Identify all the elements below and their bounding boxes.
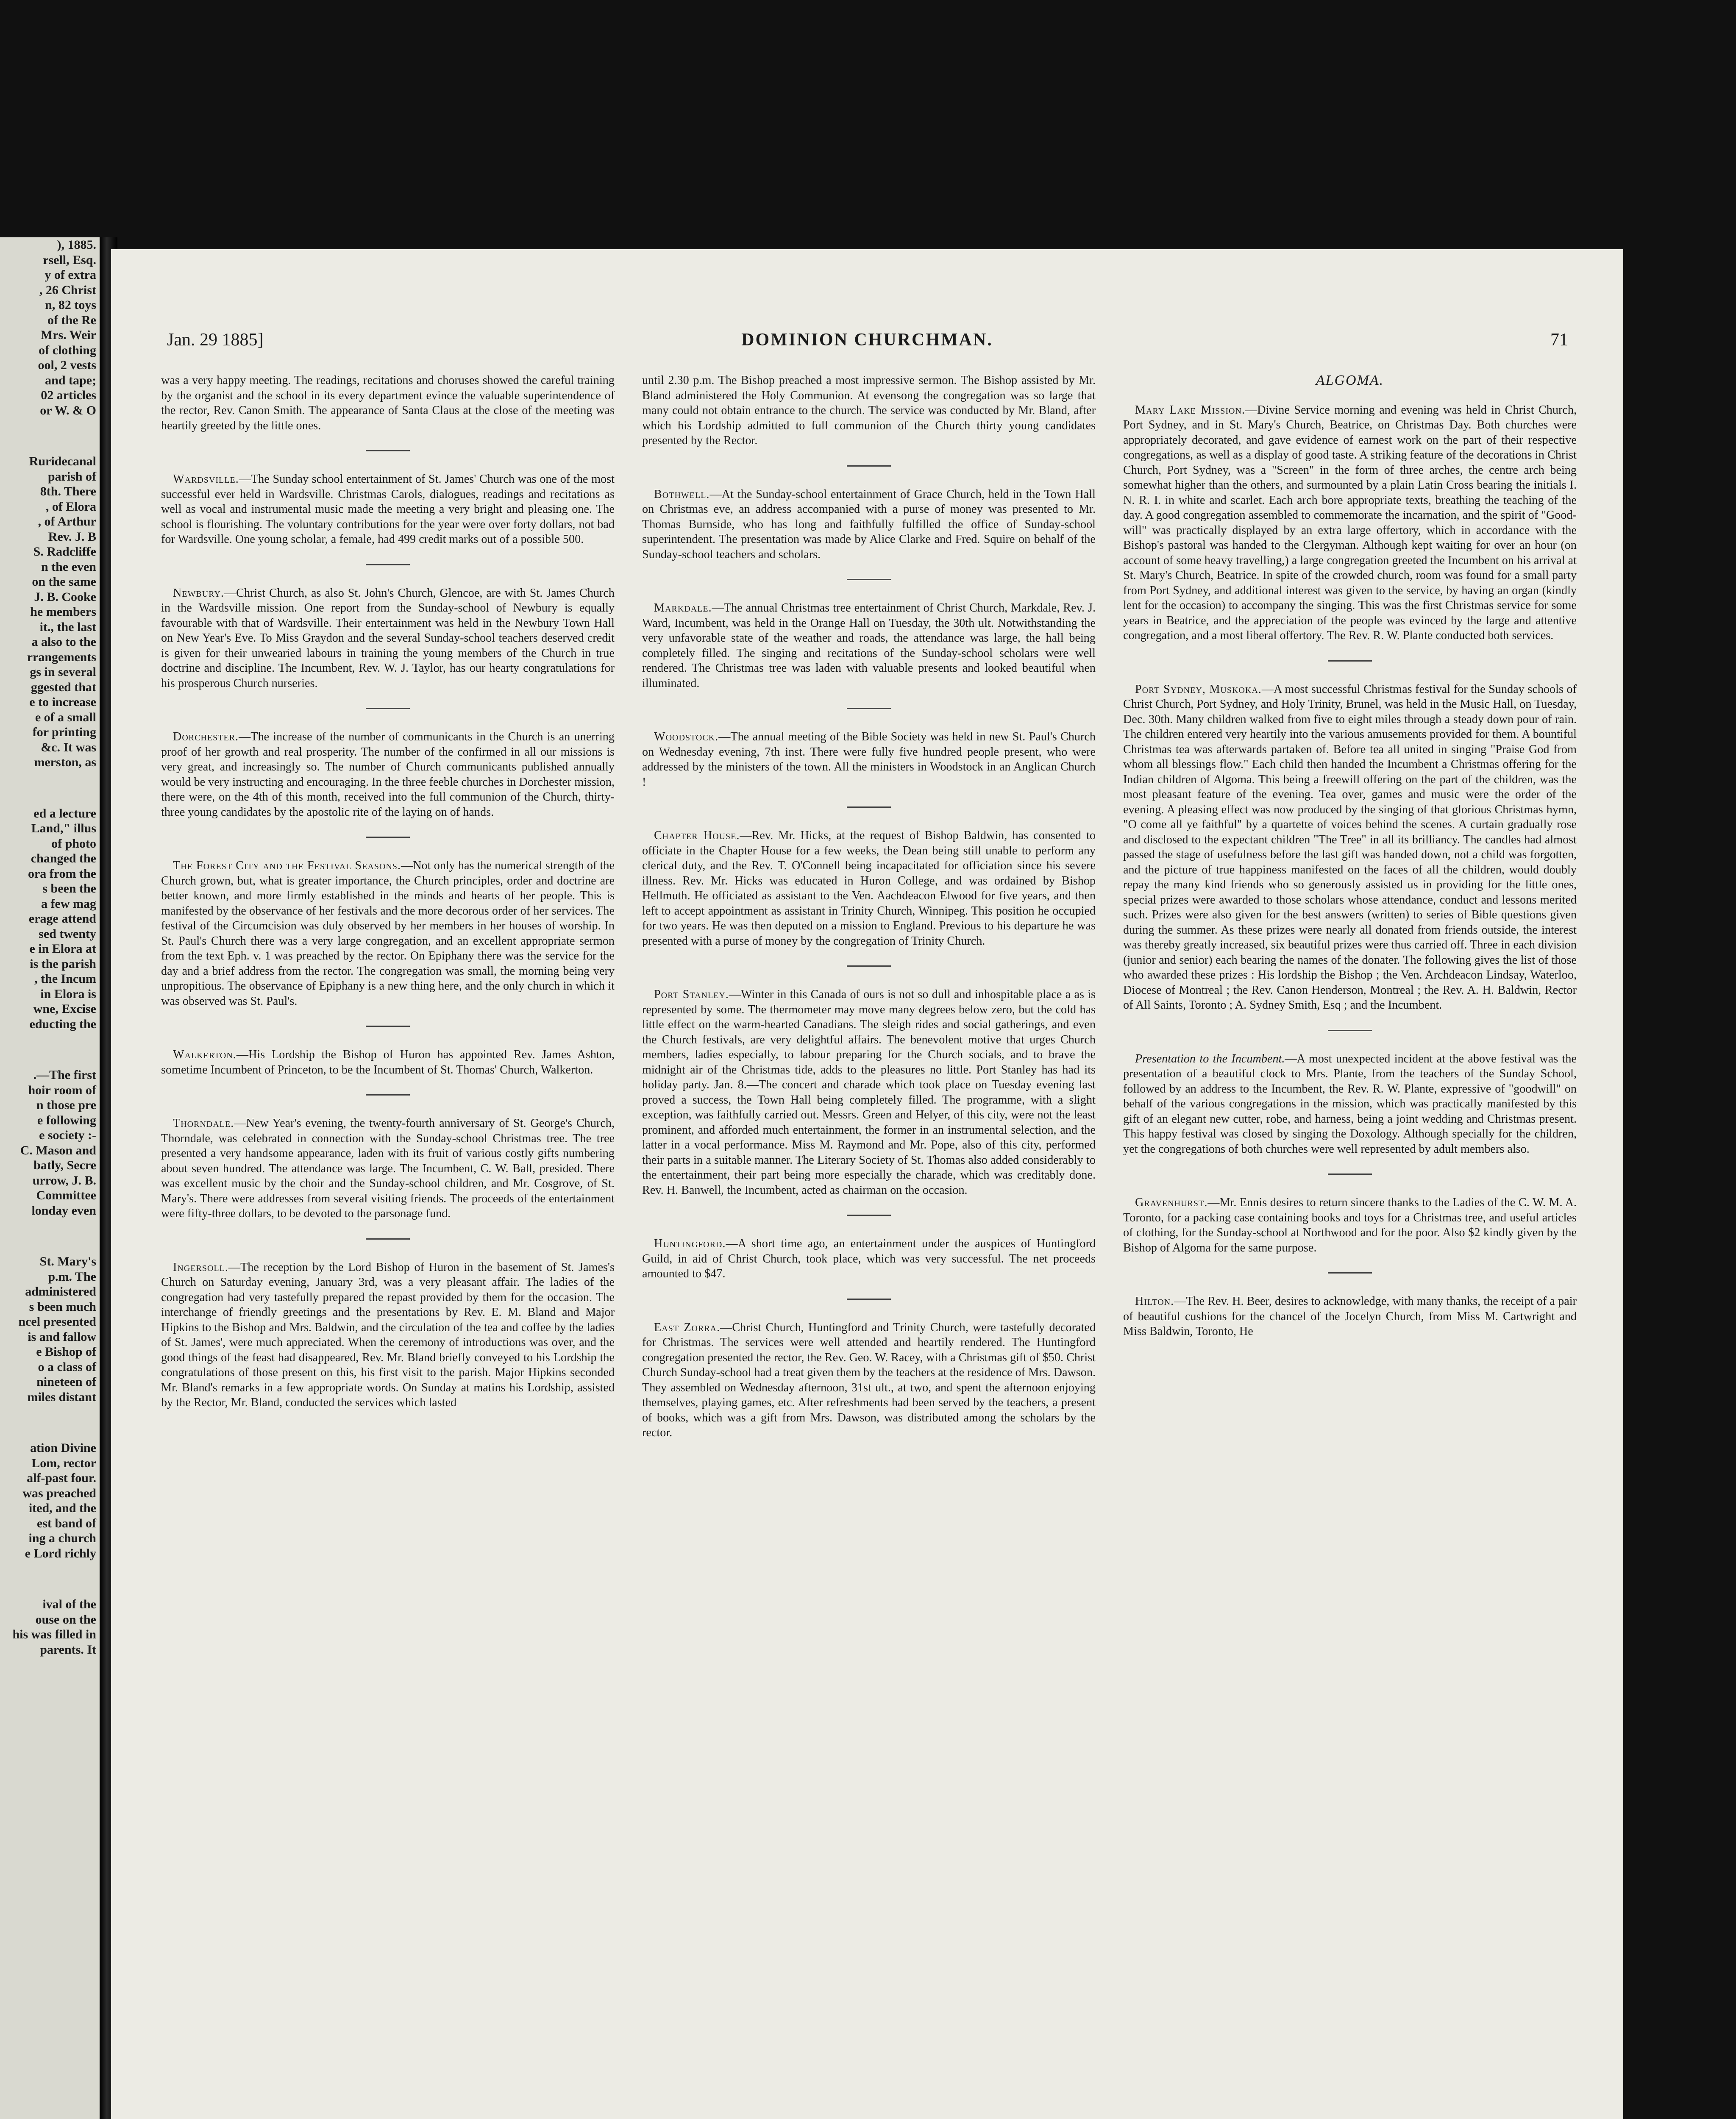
margin-fragment: n, 82 toys: [45, 298, 96, 312]
article-paragraph: [642, 1320, 1096, 1440]
margin-fragment: St. Mary's: [39, 1254, 96, 1268]
margin-fragment: londay even: [31, 1203, 96, 1218]
margin-fragment: nineteen of: [36, 1375, 96, 1389]
article-paragraph: [642, 601, 1096, 691]
article-divider: [847, 965, 891, 967]
article-divider: [847, 465, 891, 467]
article-heading: East Zorra.: [654, 1321, 721, 1334]
column-1: [161, 373, 615, 1427]
article-heading: Dorchester.: [173, 730, 239, 743]
article-divider: [847, 579, 891, 580]
margin-fragment: , of Arthur: [38, 514, 96, 528]
article-heading: Thorndale.: [173, 1117, 234, 1130]
article-divider: [366, 450, 410, 451]
margin-fragment: a few mag: [41, 896, 96, 911]
margin-fragment: parish of: [47, 469, 96, 484]
margin-fragment: merston, as: [34, 755, 96, 769]
article-paragraph: [161, 1116, 615, 1221]
margin-fragment: est band of: [36, 1516, 96, 1530]
margin-fragment: y of extra: [45, 268, 96, 282]
article-paragraph: [161, 858, 615, 1009]
margin-fragment: &c. It was: [41, 740, 96, 754]
margin-fragment: changed the: [31, 851, 96, 865]
margin-fragment: Mrs. Weir: [40, 328, 96, 342]
margin-fragment: ouse on the: [35, 1612, 96, 1627]
article-divider: [366, 1026, 410, 1027]
article-body: —Christ Church, Huntingford and Trinity Church, were tastefully decorated for Christmas. The services were well attended and heartily rendered. The Huntingford congregation presented the rector, the Rev. Geo. W. Racey, with a Christmas gift of $50. Christ Church Sunday-school had a treat given them by the teachers at the residence of Mrs. Dawson. They assembled on Wednesday afternoon, 31st ult., at two, and spent the afternoon enjoying themselves, playing games, etc. After refreshments had been served by the teachers, a present of books, which was a gift from Mrs. Dawson, was distributed among the scholars by the rector.: [642, 1321, 1096, 1439]
margin-fragment: Land," illus: [31, 821, 96, 835]
article-body: —The annual meeting of the Bible Society was held in new St. Paul's Church on Wednesday evening, 7th inst. There were fully five hundred people present, who were addressed by the ministers of the town. All the ministers in Woodstock in an Anglican Church !: [642, 730, 1096, 789]
margin-fragment: p.m. The: [48, 1269, 96, 1284]
margin-fragment: e following: [37, 1113, 96, 1127]
margin-fragment: , the Incum: [34, 972, 96, 986]
article-heading: Markdale.: [654, 601, 712, 615]
article-divider: [366, 708, 410, 709]
article-body: —Not only has the numerical strength of the Church grown, but, what is greater importance, the Church principles, order and doctrine are better known, and more firmly established in the minds and hearts of her people. This is manifested by the observance of her festivals and the more decorous order of her services. The festival of the Circumcision was duly observed by her members in her houses of worship. In St. Paul's Church there was a very large congregation, and an excellent appropriate sermon from the text Eph. v. 1 was preached by the rector. On Epiphany there was the service for the day and a brief address from the rector. The congregation was small, the morning being very unpropitious. The observance of Epiphany is a new thing here, and the only church in which it was observed was St. Paul's.: [161, 859, 615, 1008]
margin-fragment: n those pre: [36, 1098, 96, 1112]
margin-fragment: s been much: [29, 1299, 96, 1314]
publication-title: DOMINION CHURCHMAN.: [741, 330, 993, 350]
article-body: —A most unexpected incident at the above festival was the presentation of a beautiful clock to Mrs. Plante, from the teachers of the Sunday School, followed by an address to the Incumbent, the Rev. R. W. Plante, expressive of "goodwill" on behalf of the various congregations in the mission, which was practically manifested by this gift of an elegant new cutter, robe, and harness, being a joint wedding and Christmas present. This happy festival was closed by singing the Doxology. Although specially for the children, yet the congregations of both churches were well represented by adult members also.: [1123, 1052, 1577, 1156]
margin-fragment: e of a small: [35, 710, 96, 724]
margin-fragment: e in Elora at: [29, 942, 96, 956]
margin-fragment: , 26 Christ: [39, 283, 96, 297]
margin-fragment: for printing: [32, 725, 96, 739]
article-body: —A short time ago, an entertainment under the auspices of Huntingford Guild, in aid of Christ Church, took place, which was very successful. The net proceeds amounted to $47.: [642, 1237, 1096, 1280]
column-3: [1123, 373, 1577, 1356]
margin-fragment: alf-past four.: [27, 1471, 96, 1485]
margin-fragment: batly, Secre: [33, 1158, 96, 1172]
article-heading: Huntingford.: [654, 1237, 726, 1250]
margin-fragment: C. Mason and: [20, 1143, 96, 1157]
margin-fragment: S. Radcliffe: [33, 545, 96, 559]
margin-fragment: ool, 2 vests: [38, 358, 96, 372]
article-body: —The Rev. H. Beer, desires to acknowledge, with many thanks, the receipt of a pair of beautiful cushions for the chancel of the Jocelyn Church, from Miss M. Cartwright and Miss Baldwin, Toronto, He: [1123, 1295, 1577, 1338]
article-paragraph: [642, 729, 1096, 790]
margin-fragment: o a class of: [38, 1360, 96, 1374]
margin-fragment: parents. It: [40, 1642, 96, 1657]
margin-fragment: a also to the: [31, 635, 96, 649]
article-heading: Walkerton.: [173, 1048, 236, 1061]
margin-fragment: ing a church: [28, 1531, 96, 1545]
article-body: —Mr. Ennis desires to return sincere thanks to the Ladies of the C. W. M. A. Toronto, for a packing case containing books and toys for a Christmas tree, and useful articles of clothing, for the Sunday-school at Northwood and for the poor. Also $2 kindly given by the Bishop of Algoma for the same purpose.: [1123, 1196, 1577, 1254]
article-body: —Divine Service morning and evening was held in Christ Church, Port Sydney, and in St. Mary's Church, Beatrice, on Christmas Day. Both churches were appropriately decorated, and gave evidence of earnest work on the part of their respective congregations, as well as a display of good taste. A striking feature of the decorations in Christ Church, Port Sydney, was a "Screen" in the form of three arches, the centre arch being somewhat higher than the others, and surmounted by a plain Latin Cross bearing the initials I. N. R. I. in white and scarlet. Each arch bore appropriate texts, breathing the teaching of the day. A good congregation assembled to commemorate the incarnation, and the spirit of "Good-will" was practically displayed by an extra large offertory, which in accordance with the Bishop's pastoral was handed to the Clergyman. Although kept waiting for over an hour (on account of some heavy travelling,) a large congregation greeted the Incumbent on his arrival at St. Mary's Church, Beatrice. In spite of the crowded church, room was found for a small party from Port Sydney, and additional interest was given to the service, by having an organ (kindly lent for the occasion) to accompany the singing. This was the first Christmas service for some years in Beatrice, and the appreciation of the people was evinced by the large and attentive congregation, and a most liberal offertory. The Rev. R. W. Plante conducted both services.: [1123, 403, 1577, 642]
article-body: —The annual Christmas tree entertainment of Christ Church, Markdale, Rev. J. Ward, Incumbent, was held in the Orange Hall on Tuesday, the 30th ult. Notwithstanding the very unfavorable state of the weather and roads, the attendance was large, the hall being completely filled. The singing and recitations of the Sunday-school scholars were well rendered. The Christmas tree was laden with valuable presents and looked beautiful when illuminated.: [642, 601, 1096, 690]
page-number: 71: [1550, 330, 1568, 350]
article-paragraph: [1123, 403, 1577, 643]
margin-fragment: of clothing: [39, 343, 96, 357]
margin-fragment: is and fallow: [28, 1329, 96, 1344]
article-body: —New Year's evening, the twenty-fourth anniversary of St. George's Church, Thorndale, was celebrated in connection with the Sunday-school Christmas tree. The tree presented a very handsome appearance, laden with its fruit of various costly gifts numbering about seven hundred. The attendance was large. The Incumbent, C. W. Ball, presided. There was excellent music by the choir and the Sunday-school children, and Mr. Cosgrove, of St. Mary's. There were addresses from several visiting friends. The proceeds of the entertainment were fifty-three dollars, to be devoted to the parsonage fund.: [161, 1117, 615, 1220]
article-paragraph: [1123, 1051, 1577, 1157]
article-paragraph: [161, 1047, 615, 1077]
article-heading: Gravenhurst.: [1135, 1196, 1208, 1209]
margin-fragment: e society :-: [39, 1128, 96, 1142]
article-body: was a very happy meeting. The readings, recitations and choruses showed the careful training by the organist and the school in its every department evince the valuable superintendence of the rector, Rev. Canon Smith. The appearance of Santa Claus at the close of the meeting was heartily greeted by the little ones.: [161, 374, 615, 432]
margin-fragment: and tape;: [45, 373, 96, 387]
article-body: —His Lordship the Bishop of Huron has appointed Rev. James Ashton, sometime Incumbent of Princeton, to be the Incumbent of St. Thomas' Church, Walkerton.: [161, 1048, 615, 1076]
article-body: —A most successful Christmas festival for the Sunday schools of Christ Church, Port Sydney, and Holy Trinity, Brunel, was held in the Music Hall, on Tuesday, Dec. 30th. Many children walked from five to eight miles through a steady down pour of rain. The children entered very heartily into the various amusements provided for them. A bountiful Christmas tea was afterwards partaken of. Before tea all united in singing "Praise God from whom all blessings flow." Each child then handed the Incumbent a Christmas offering for the Indian children of Algoma. This being a freewill offering on the part of the children, was the most pleasant feature of the evening. Tea over, games and music were the order of the evening. A pleasing effect was now produced by the singing of that glorious Christmas hymn, "O come all ye faithful" by a quartette of voices behind the scenes. A curtain gradually rose and disclosed to the expectant children "The Tree" in all its brilliancy. The candles had almost passed the stage of usefulness before the last gift was handed down, not a child was forgotten, and the picture of true happiness manifested on the faces of all the children, would doubly repay the many kind friends who so generously assisted us in providing for the little ones, special prizes were awarded to those scholars whose attendance, conduct and lessons merited such. Prizes were also given for the best answers (written) to series of Bible questions given during the summer. As these prizes were nearly all donated from friends outside, the interest was thereby greatly increased, six beautiful prizes were thus carried off. Three in each division (junior and senior) each bearing the names of the donater. The following gives the list of those who awarded these prizes : His lordship the Bishop ; the Ven. Archdeacon Lindsay, Waterloo, Diocese of Montreal ; the Rev. Canon Henderson, Montreal ; the Rev. A. H. Baldwin, Rector of All Saints, Toronto ; A. Sydney Smith, Esq ; and the Incumbent.: [1123, 682, 1577, 1012]
margin-fragment: his was filled in: [12, 1627, 96, 1641]
margin-fragment: is the parish: [30, 957, 96, 971]
margin-fragment: it., the last: [39, 620, 96, 634]
article-divider: [1328, 1174, 1372, 1175]
margin-fragment: Committee: [36, 1188, 96, 1202]
article-body: —At the Sunday-school entertainment of Grace Church, held in the Town Hall on Christmas eve, an address accompanied with a purse of money was presented to Mr. Thomas Burnside, who has long and faithfully fulfilled the office of Sunday-school superintendent. The presentation was made by Alice Clarke and Fred. Squire on behalf of the Sunday-school teachers and scholars.: [642, 487, 1096, 561]
article-paragraph: [642, 373, 1096, 448]
article-heading: Port Sydney, Muskoka.: [1135, 682, 1262, 696]
article-paragraph: [642, 487, 1096, 562]
margin-fragment: ival of the: [42, 1597, 96, 1611]
article-paragraph: [1123, 682, 1577, 1013]
margin-fragment: urrow, J. B.: [32, 1173, 96, 1187]
article-heading: The Forest City and the Festival Seasons.: [173, 859, 401, 872]
article-divider: [847, 1299, 891, 1300]
article-heading: Wardsville.: [173, 473, 239, 486]
article-divider: [366, 837, 410, 838]
article-divider: [847, 708, 891, 709]
margin-fragment: administered: [25, 1285, 96, 1299]
margin-fragment: of the Re: [47, 313, 96, 327]
margin-fragment: ora from the: [28, 866, 96, 881]
article-body: —The Sunday school entertainment of St. James' Church was one of the most successful ever held in Wardsville. Christmas Carols, dialogues, readings and recitations as well as vocal and instrumental music made the meeting a very bright and pleasing one. The school is flourishing. The voluntary contributions for the year were over forty dollars, not bad for Wardsville. One young scholar, a female, had 499 credit marks out of a possible 500.: [161, 473, 615, 546]
page-header: [111, 330, 1623, 355]
article-paragraph: [161, 373, 615, 433]
article-divider: [366, 564, 410, 565]
issue-date: Jan. 29 1885]: [167, 330, 264, 350]
article-heading: Woodstock.: [654, 730, 719, 743]
margin-fragment: erage attend: [28, 912, 96, 926]
article-heading: Ingersoll.: [173, 1260, 228, 1274]
article-heading: Bothwell.: [654, 487, 710, 501]
article-paragraph: [642, 987, 1096, 1198]
article-divider: [847, 806, 891, 808]
article-heading: Mary Lake Mission.: [1135, 403, 1245, 417]
section-heading: ALGOMA.: [1316, 373, 1384, 388]
margin-fragment: e Lord richly: [25, 1546, 96, 1560]
article-paragraph: [161, 586, 615, 691]
article-paragraph: [1123, 1294, 1577, 1339]
newspaper-page: [111, 249, 1623, 2119]
margin-fragment: ation Divine: [30, 1441, 96, 1455]
article-body: —Rev. Mr. Hicks, at the request of Bishop Baldwin, has consented to officiate in the Chapter House for a few weeks, the Dean being still unable to perform any clerical duty, and the Rev. T. O'Connell being incapacitated for officiation since his severe illness. Rev. Mr. Hicks was educated in Huron College, and was ordained by Bishop Hellmuth. He officiated as assistant to the Ven. Aachdeacon Elwood for five years, and then left to accept appointment as assistant in Trinity Church, Winnipeg. This position he occupied for two years. He was then deputed on a mission to England. Previous to his departure he was presented with a purse of money by the congregation of Trinity Church.: [642, 829, 1096, 948]
margin-fragment: .—The first: [33, 1068, 96, 1082]
article-divider: [847, 1215, 891, 1216]
margin-fragment: or W. & O: [40, 403, 96, 417]
article-heading: Chapter House.: [654, 829, 740, 842]
article-paragraph: [161, 472, 615, 547]
margin-fragment: of photo: [51, 836, 96, 851]
article-divider: [366, 1094, 410, 1096]
margin-fragment: J. B. Cooke: [34, 590, 96, 604]
margin-fragment: ncel presented: [18, 1315, 96, 1329]
article-divider: [1328, 660, 1372, 662]
margin-fragment: Rev. J. B: [48, 529, 96, 544]
previous-page-margin: [0, 237, 100, 2119]
article-paragraph: [161, 729, 615, 820]
article-divider: [1328, 1272, 1372, 1274]
article-paragraph: [642, 828, 1096, 948]
margin-fragment: ), 1885.: [57, 238, 96, 252]
margin-fragment: sed twenty: [39, 926, 96, 941]
column-2: [642, 373, 1096, 1457]
article-divider: [366, 1238, 410, 1240]
margin-fragment: rrangements: [27, 650, 96, 664]
article-heading: Hilton.: [1135, 1295, 1174, 1308]
margin-fragment: e Bishop of: [36, 1345, 96, 1359]
article-heading: Newbury.: [173, 586, 224, 600]
margin-fragment: he members: [30, 605, 96, 619]
margin-fragment: in Elora is: [40, 987, 96, 1001]
margin-fragment: Ruridecanal: [29, 454, 96, 468]
article-body: until 2.30 p.m. The Bishop preached a most impressive sermon. The Bishop assisted by Mr. Bland administered the Holy Communion. At evensong the congregation was so large that many could not obtain entrance to the church. The service was conducted by Mr. Bland, after which his Lordship admitted to full communion of the Church thirty young candidates presented by the Rector.: [642, 374, 1096, 447]
article-subheading: Presentation to the Incumbent.: [1135, 1052, 1285, 1065]
margin-fragment: ited, and the: [28, 1501, 96, 1515]
margin-fragment: hoir room of: [28, 1083, 96, 1097]
margin-fragment: on the same: [32, 575, 96, 589]
article-body: —Christ Church, as also St. John's Church, Glencoe, are with St. James Church in the Wardsville mission. One report from the Sunday-school of Newbury is equally favourable with that of Wardsville. Their entertainment was held in the Newbury Town Hall on New Year's Eve. To Miss Graydon and the several Sunday-school teachers deserved credit is given for their unwearied labours in training the young members of the Church in true doctrine and discipline. The Incumbent, Rev. W. J. Taylor, has our hearty congratulations for his prosperous Church nurseries.: [161, 586, 615, 690]
margin-fragment: s been the: [42, 882, 96, 895]
article-body: —The increase of the number of communicants in the Church is an unerring proof of her growth and real prosperity. The number of the confirmed in all our missions is very great, and increasingly so. The number of Church communicants published annually would be very instructing and encouraging. In the three feeble churches in Dorchester mission, there were, on the 4th of this month, received into the full communion of the Church, thirty-three young candidates by the apostolic rite of the laying on of hands.: [161, 730, 615, 819]
article-paragraph: [161, 1260, 615, 1410]
margin-fragment: ggested that: [31, 680, 96, 694]
margin-fragment: 8th. There: [40, 484, 96, 498]
margin-fragment: educting the: [29, 1017, 96, 1031]
margin-fragment: Lom, rector: [31, 1456, 96, 1470]
article-body: —Winter in this Canada of ours is not so dull and inhospitable place a as is represented by some. The thermometer may move many degrees below zero, but the cold has little effect on the warm-hearted Canadians. The sleigh rides and social gatherings, and even the Church festivals, are very delightful affairs. The benevolent motive that urges Church members, ladies especially, to labour preparing for the Church socials, and to brave the midnight air of the Christmas tide, adds to the pleasures no little. Port Stanley has had its holiday party. Jan. 8.—The concert and charade which took place on Tuesday evening last proved a success, the Town Hall being completely filled. The programme, with a slight exception, was faithfully carried out. Messrs. Green and Helyer, of this city, were not the least prominent, and afforded much entertainment, the former in an instrumental selection, and the latter in a vocal performance. Miss M. Raymond and Mr. Pope, also of this city, performed their parts in a suitable manner. The Literary Society of St. Thomas also added considerably to the entertainment, their part being more especially the charade, which was creditably done. Rev. H. Banwell, the Incumbent, acted as chairman on the occasion.: [642, 988, 1096, 1197]
margin-fragment: e to increase: [29, 695, 96, 709]
margin-fragment: n the even: [41, 559, 96, 574]
article-paragraph: [642, 1236, 1096, 1282]
article-paragraph: [1123, 1195, 1577, 1255]
margin-fragment: gs in several: [30, 665, 96, 679]
article-heading: Port Stanley.: [654, 988, 729, 1001]
margin-fragment: ed a lecture: [33, 806, 96, 820]
margin-fragment: 02 articles: [41, 388, 96, 402]
article-divider: [1328, 1030, 1372, 1031]
article-body: —The reception by the Lord Bishop of Huron in the basement of St. James's Church on Saturday evening, January 3rd, was a very pleasant affair. The ladies of the congregation had very tastefully prepared the repast provided by them for the occasion. The interchange of friendly greetings and the presentations by Rev. E. M. Bland and Major Hipkins to the Bishop and Mrs. Baldwin, and the circulation of the tea and coffee by the ladies of St. James', were much appreciated. When the ceremony of introductions was over, and the good things of the feast had disappeared, Rev. Mr. Bland briefly conveyed to his Lordship the congratulations of those present on this, his first visit to the parish. Major Hipkins seconded Mr. Bland's remarks in a few appropriate words. On Sunday at matins his Lordship, assisted by the Rector, Mr. Bland, conducted the services which lasted: [161, 1260, 615, 1409]
margin-fragment: wne, Excise: [33, 1002, 96, 1016]
margin-fragment: rsell, Esq.: [43, 253, 96, 267]
margin-fragment: , of Elora: [45, 499, 96, 514]
margin-fragment: was preached: [22, 1486, 96, 1500]
margin-fragment: miles distant: [27, 1390, 96, 1404]
